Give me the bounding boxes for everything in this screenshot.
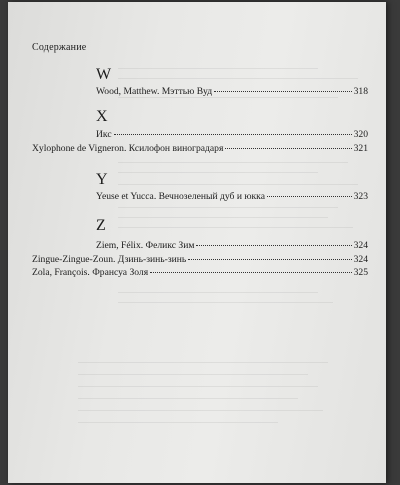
entry-page-number: 321 — [353, 143, 368, 154]
toc-entry[interactable] — [96, 129, 368, 140]
entry-title: Икс — [96, 129, 112, 140]
entry-page-number: 318 — [353, 86, 368, 97]
entry-page-number: 324 — [353, 240, 368, 251]
entry-page-number: 324 — [353, 254, 368, 265]
toc-entry[interactable] — [32, 267, 368, 278]
toc-entry[interactable] — [32, 254, 368, 265]
running-header: Содержание — [32, 42, 87, 53]
leader-dots — [267, 196, 352, 197]
leader-dots — [214, 91, 352, 92]
section-letter-x: X — [96, 108, 108, 125]
entry-title: Xylophone de Vigneron. Ксилофон виноградаря — [32, 143, 224, 154]
entry-title: Zingue-Zingue-Zoun. Дзинь-зинь-зинь — [32, 254, 187, 265]
section-letter-z: Z — [96, 217, 106, 234]
entry-page-number: 325 — [353, 267, 368, 278]
entry-page-number: 320 — [353, 129, 368, 140]
leader-dots — [196, 245, 351, 246]
leader-dots — [188, 259, 351, 260]
section-letter-y: Y — [96, 171, 108, 188]
leader-dots — [114, 134, 352, 135]
toc-entry[interactable] — [96, 86, 368, 97]
leader-dots — [150, 272, 351, 273]
leader-dots — [225, 148, 351, 149]
toc-entry[interactable] — [96, 240, 368, 251]
entry-page-number: 323 — [353, 191, 368, 202]
toc-entry[interactable] — [96, 191, 368, 202]
entry-title: Zola, François. Франсуа Золя — [32, 267, 149, 278]
entry-title: Ziem, Félix. Феликс Зим — [96, 240, 195, 251]
book-page — [8, 2, 386, 483]
entry-title: Yeuse et Yucca. Вечнозеленый дуб и юкка — [96, 191, 265, 202]
section-letter-w: W — [96, 66, 112, 83]
entry-title: Wood, Matthew. Мэттью Вуд — [96, 86, 213, 97]
toc-entry[interactable] — [32, 143, 368, 154]
